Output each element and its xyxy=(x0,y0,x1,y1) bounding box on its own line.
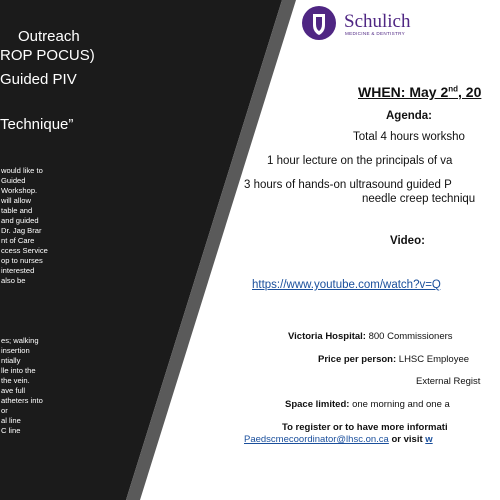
left-body-line: ntially xyxy=(1,356,21,365)
left-body-line: also be xyxy=(1,276,26,285)
agenda-item: Total 4 hours worksho xyxy=(353,131,465,143)
email-link[interactable]: Paedscmecoordinator@lhsc.on.ca xyxy=(244,434,389,445)
left-body-line: nt of Care xyxy=(1,236,35,245)
when-label: WHEN: May 2 xyxy=(358,84,449,100)
agenda-item: 1 hour lecture on the principals of va xyxy=(267,155,453,167)
left-body-line: the vein. xyxy=(1,376,30,385)
video-link[interactable]: https://www.youtube.com/watch?v=Q xyxy=(252,279,441,291)
left-body-line: interested xyxy=(1,266,35,275)
location-line xyxy=(288,331,453,342)
external-registration: External Regist xyxy=(416,376,481,387)
left-body-line: will allow xyxy=(1,196,31,205)
or-visit-text: or visit xyxy=(391,434,423,445)
space-line xyxy=(285,399,450,410)
left-body-line: table and xyxy=(1,206,33,215)
left-body-line: Dr. Jag Brar xyxy=(1,226,42,235)
agenda-item: 3 hours of hands-on ultrasound guided P xyxy=(244,179,452,191)
video-label: Video: xyxy=(390,235,425,247)
website-link[interactable]: w xyxy=(425,434,433,445)
event-date xyxy=(358,84,481,100)
left-body-line: al line xyxy=(1,416,21,425)
left-title-line-1: Outreach xyxy=(18,28,80,45)
left-body-line: and guided xyxy=(1,216,39,225)
location-value: 800 Commissioners xyxy=(368,331,453,342)
logo-wordmark: Schulich xyxy=(344,11,411,32)
left-body-line: Workshop. xyxy=(1,186,38,195)
space-label: Space limited: xyxy=(285,399,350,410)
left-body-line: C line xyxy=(1,426,21,435)
date-ordinal-suffix: nd xyxy=(448,84,459,94)
left-body-line: op to nurses xyxy=(1,256,43,265)
schulich-shield-icon xyxy=(301,5,337,41)
left-title-line-4: Technique” xyxy=(0,116,74,133)
left-body-line: es; walking xyxy=(1,336,39,345)
register-text: To register or to have more informati xyxy=(282,422,448,433)
left-title-line-2: ROP POCUS) xyxy=(0,47,95,64)
left-body-line: Guided xyxy=(1,176,26,185)
left-body-line: atheters into xyxy=(1,396,43,405)
when-rest: , 20 xyxy=(458,84,482,100)
logo-tagline: MEDICINE & DENTISTRY xyxy=(345,31,406,36)
price-line xyxy=(318,354,469,365)
space-value: one morning and one a xyxy=(352,399,450,410)
price-value: LHSC Employee xyxy=(398,354,470,365)
left-body-line: or xyxy=(1,406,8,415)
left-body-line: ave full xyxy=(1,386,26,395)
agenda-item: needle creep techniqu xyxy=(362,193,476,205)
location-label: Victoria Hospital: xyxy=(288,331,366,342)
left-body-line: ccess Service xyxy=(1,246,48,255)
price-label: Price per person: xyxy=(318,354,397,365)
agenda-label: Agenda: xyxy=(386,110,432,122)
left-body-line: lle into the xyxy=(1,366,36,375)
left-body-line: insertion xyxy=(1,346,30,355)
left-body-line: would like to xyxy=(1,166,43,175)
contact-line xyxy=(244,434,433,445)
left-title-line-3: Guided PIV xyxy=(0,71,77,88)
